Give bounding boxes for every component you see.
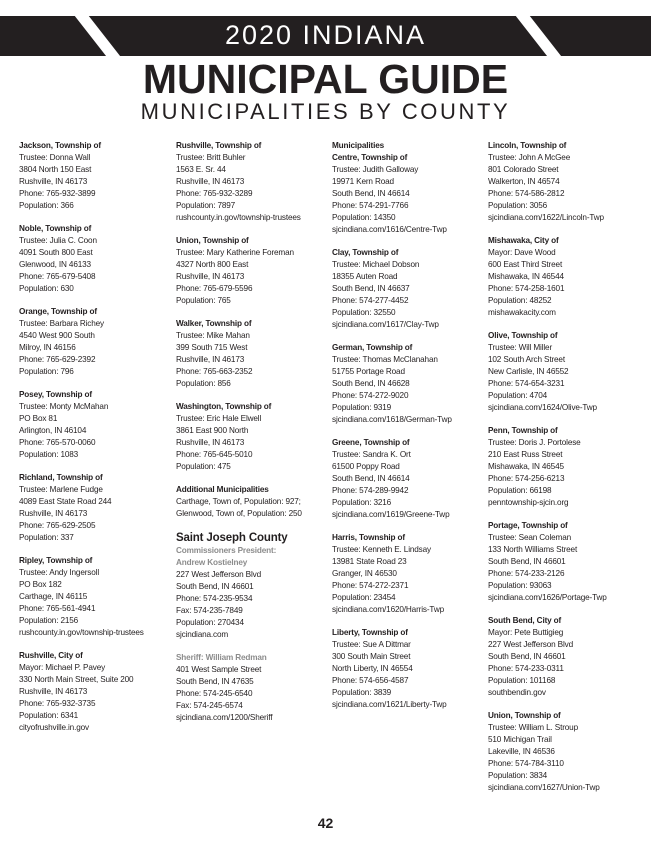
entry-line: Trustee: Doris J. Portolese — [488, 438, 581, 447]
entry-line: 4327 North 800 East — [176, 260, 249, 269]
entry-line: 4540 West 900 South — [19, 331, 95, 340]
directory-entry — [488, 710, 638, 794]
entry-line: Carthage, Town of, Population: 927; Glenwood, Town of, Population: 250 — [176, 497, 302, 518]
entry-line: Population: 475 — [176, 462, 231, 471]
entry-line: Trustee: Mike Mahan — [176, 331, 250, 340]
directory-entry — [332, 532, 482, 616]
entry-line: Population: 270434 — [176, 618, 244, 627]
directory-entry — [19, 306, 169, 378]
entry-line: PO Box 81 — [19, 414, 58, 423]
column-2 — [176, 140, 326, 735]
entry-line: 4089 East State Road 244 — [19, 497, 112, 506]
entry-line: Phone: 574-289-9942 — [332, 486, 409, 495]
entry-name: Washington, Township of — [176, 402, 272, 411]
entry-name: Mishawaka, City of — [488, 236, 559, 245]
entry-line: Milroy, IN 46156 — [19, 343, 76, 352]
directory-entry — [488, 615, 638, 699]
entry-name: Olive, Township of — [488, 331, 558, 340]
entry-line: sjcindiana.com/1627/Union-Twp — [488, 783, 600, 792]
directory-entry — [332, 437, 482, 521]
entry-line: Rushville, IN 46173 — [176, 355, 245, 364]
directory-entry — [332, 247, 482, 331]
entry-name: Clay, Township of — [332, 248, 399, 257]
entry-name: Penn, Township of — [488, 426, 558, 435]
entry-line: 19971 Kern Road — [332, 177, 394, 186]
entry-line: South Bend, IN 46601 — [488, 652, 566, 661]
category-label: Municipalities — [332, 141, 385, 150]
entry-line: Mayor: Pete Buttigieg — [488, 628, 564, 637]
entry-line: South Bend, IN 46601 — [176, 582, 254, 591]
directory-entry — [19, 555, 169, 639]
entry-line: 510 Michigan Trail — [488, 735, 552, 744]
entry-line: Mishawaka, IN 46544 — [488, 272, 564, 281]
entry-line: Rushville, IN 46173 — [176, 272, 245, 281]
entry-line: Phone: 765-570-0060 — [19, 438, 96, 447]
entry-line: Phone: 574-272-9020 — [332, 391, 409, 400]
entry-line: 401 West Sample Street — [176, 665, 262, 674]
directory-entry — [19, 472, 169, 544]
entry-line: Phone: 574-256-6213 — [488, 474, 565, 483]
entry-line: Phone: 574-235-9534 — [176, 594, 253, 603]
entry-name: Portage, Township of — [488, 521, 568, 530]
column-2-entries — [176, 140, 326, 473]
entry-line: 13981 State Road 23 — [332, 557, 407, 566]
entry-line: 227 West Jefferson Blvd — [488, 640, 573, 649]
entry-line: 801 Colorado Street — [488, 165, 559, 174]
directory-entry — [332, 152, 482, 236]
entry-line: Population: 48252 — [488, 296, 552, 305]
directory-entry — [488, 235, 638, 319]
sheriff-section — [176, 652, 326, 724]
entry-line: sjcindiana.com/1617/Clay-Twp — [332, 320, 439, 329]
entry-line: 600 East Third Street — [488, 260, 563, 269]
entry-line: 4091 South 800 East — [19, 248, 93, 257]
entry-line: 51755 Portage Road — [332, 367, 405, 376]
entry-line: Trustee: Will Miller — [488, 343, 553, 352]
entry-line: South Bend, IN 46628 — [332, 379, 410, 388]
entry-name: Walker, Township of — [176, 319, 252, 328]
entry-line: Trustee: Sue A Dittmar — [332, 640, 411, 649]
directory-entry — [176, 401, 326, 473]
entry-line: 330 North Main Street, Suite 200 — [19, 675, 134, 684]
entry-line: Rushville, IN 46173 — [19, 509, 88, 518]
entry-line: Carthage, IN 46115 — [19, 592, 88, 601]
entry-line: Phone: 574-233-0311 — [488, 664, 564, 673]
entry-line: Population: 3216 — [332, 498, 392, 507]
entry-line: Population: 101168 — [488, 676, 556, 685]
directory-entry — [176, 235, 326, 307]
entry-line: Population: 32550 — [332, 308, 396, 317]
entry-line: Population: 366 — [19, 201, 74, 210]
entry-line: Trustee: Mary Katherine Foreman — [176, 248, 294, 257]
entry-line: Trustee: Thomas McClanahan — [332, 355, 438, 364]
entry-line: Population: 856 — [176, 379, 231, 388]
entry-line: sjcindiana.com/1621/Liberty-Twp — [332, 700, 447, 709]
entry-line: South Bend, IN 46614 — [332, 189, 410, 198]
entry-line: Population: 9319 — [332, 403, 392, 412]
entry-name: Liberty, Township of — [332, 628, 408, 637]
entry-name: Union, Township of — [176, 236, 249, 245]
entry-line: Trustee: Sean Coleman — [488, 533, 572, 542]
entry-line: Rushville, IN 46173 — [19, 687, 88, 696]
entry-line: Phone: 574-586-2812 — [488, 189, 565, 198]
entry-line: Phone: 765-679-5408 — [19, 272, 96, 281]
entry-line: Rushville, IN 46173 — [176, 177, 245, 186]
entry-line: 227 West Jefferson Blvd — [176, 570, 261, 579]
entry-line: sjcindiana.com/1616/Centre-Twp — [332, 225, 447, 234]
entry-line: 18355 Auten Road — [332, 272, 398, 281]
entry-line: South Bend, IN 46637 — [332, 284, 410, 293]
entry-name: Ripley, Township of — [19, 556, 93, 565]
entry-line: 61500 Poppy Road — [332, 462, 400, 471]
entry-name: Rushville, Township of — [176, 141, 262, 150]
entry-line: 300 South Main Street — [332, 652, 411, 661]
column-3-entries — [332, 152, 482, 711]
entry-line: Population: 23454 — [332, 593, 396, 602]
entry-line: mishawakacity.com — [488, 308, 556, 317]
directory-entry — [19, 223, 169, 295]
entry-line: Trustee: Monty McMahan — [19, 402, 109, 411]
directory-entry — [332, 627, 482, 711]
entry-line: Trustee: William L. Stroup — [488, 723, 578, 732]
entry-line: Trustee: John A McGee — [488, 153, 571, 162]
entry-line: Population: 7897 — [176, 201, 236, 210]
entry-line: South Bend, IN 46614 — [332, 474, 410, 483]
entry-line: cityofrushville.in.gov — [19, 723, 89, 732]
entry-line: Mishawaka, IN 46545 — [488, 462, 564, 471]
directory-entry — [176, 140, 326, 224]
directory-entry — [488, 520, 638, 604]
entry-line: Rushville, IN 46173 — [19, 177, 88, 186]
entry-name: Orange, Township of — [19, 307, 97, 316]
entry-line: Trustee: Michael Dobson — [332, 260, 420, 269]
entry-line: Granger, IN 46530 — [332, 569, 397, 578]
entry-line: Phone: 765-679-5596 — [176, 284, 253, 293]
entry-line: Trustee: Julia C. Coon — [19, 236, 97, 245]
entry-line: Phone: 574-258-1601 — [488, 284, 565, 293]
entry-name: South Bend, City of — [488, 616, 562, 625]
entry-line: 102 South Arch Street — [488, 355, 565, 364]
entry-line: Mayor: Michael P. Pavey — [19, 663, 106, 672]
entry-line: 3804 North 150 East — [19, 165, 92, 174]
entry-line: Walkerton, IN 46574 — [488, 177, 560, 186]
entry-line: sjcindiana.com — [176, 630, 229, 639]
entry-line: 210 East Russ Street — [488, 450, 563, 459]
entry-line: Population: 630 — [19, 284, 74, 293]
county-heading: Saint Joseph County — [176, 532, 288, 544]
entry-line: Phone: 765-629-2392 — [19, 355, 96, 364]
entry-line: Trustee: Sandra K. Ort — [332, 450, 411, 459]
entry-line: Phone: 765-561-4941 — [19, 604, 96, 613]
entry-line: rushcounty.in.gov/township-trustees — [19, 628, 144, 637]
entry-line: PO Box 182 — [19, 580, 62, 589]
entry-line: penntownship-sjcin.org — [488, 498, 569, 507]
entry-line: Phone: 574-784-3110 — [488, 759, 564, 768]
page-number: 42 — [317, 815, 334, 831]
entry-line: Population: 1083 — [19, 450, 79, 459]
column-3 — [332, 140, 482, 722]
entry-line: Phone: 574-656-4587 — [332, 676, 409, 685]
entry-line: Phone: 574-272-2371 — [332, 581, 409, 590]
entry-line: Phone: 574-245-6540 — [176, 689, 253, 698]
column-4 — [488, 140, 638, 805]
entry-line: sjcindiana.com/1618/German-Twp — [332, 415, 452, 424]
entry-name: Greene, Township of — [332, 438, 410, 447]
entry-line: Phone: 765-663-2352 — [176, 367, 253, 376]
entry-line: Population: 3056 — [488, 201, 548, 210]
entry-line: Population: 796 — [19, 367, 74, 376]
entry-line: Mayor: Dave Wood — [488, 248, 556, 257]
entry-line: Population: 66198 — [488, 486, 552, 495]
entry-line: Fax: 574-235-7849 — [176, 606, 243, 615]
entry-name: Harris, Township of — [332, 533, 405, 542]
entry-line: sjcindiana.com/1200/Sheriff — [176, 713, 273, 722]
entry-name: Richland, Township of — [19, 473, 103, 482]
commissioners-details — [176, 569, 326, 641]
entry-line: Trustee: Donna Wall — [19, 153, 91, 162]
entry-line: Population: 2156 — [19, 616, 79, 625]
directory-entry — [488, 330, 638, 414]
entry-line: Glenwood, IN 46133 — [19, 260, 91, 269]
entry-name: Centre, Township of — [332, 153, 408, 162]
entry-line: Population: 3839 — [332, 688, 392, 697]
entry-line: Rushville, IN 46173 — [176, 438, 245, 447]
directory-entry — [19, 140, 169, 212]
commissioners-name: Andrew Kostielney — [176, 558, 248, 567]
header-banner — [0, 16, 651, 56]
county-section — [176, 531, 326, 641]
entry-name: German, Township of — [332, 343, 413, 352]
entry-line: New Carlisle, IN 46552 — [488, 367, 569, 376]
entry-line: Trustee: Kenneth E. Lindsay — [332, 545, 431, 554]
directory-entry — [19, 650, 169, 734]
entry-line: sjcindiana.com/1624/Olive-Twp — [488, 403, 597, 412]
entry-line: South Bend, IN 46601 — [488, 557, 566, 566]
entry-line: Arlington, IN 46104 — [19, 426, 87, 435]
page-title: MUNICIPAL GUIDE — [142, 56, 509, 102]
entry-line: Population: 14350 — [332, 213, 396, 222]
entry-name: Rushville, City of — [19, 651, 83, 660]
entry-line: Phone: 574-654-3231 — [488, 379, 565, 388]
entry-name: Posey, Township of — [19, 390, 92, 399]
entry-line: Population: 4704 — [488, 391, 548, 400]
directory-entry — [332, 342, 482, 426]
entry-line: 1563 E. Sr. 44 — [176, 165, 226, 174]
entry-line: Phone: 574-291-7766 — [332, 201, 409, 210]
entry-line: sjcindiana.com/1622/Lincoln-Twp — [488, 213, 604, 222]
directory-entry — [488, 425, 638, 509]
commissioners-label: Commissioners President: — [176, 546, 277, 555]
entry-line: Trustee: Britt Buhler — [176, 153, 246, 162]
entry-line: Phone: 765-932-3289 — [176, 189, 253, 198]
directory-entry — [19, 389, 169, 461]
page-subtitle: MUNICIPALITIES BY COUNTY — [140, 99, 511, 124]
entry-line: Trustee: Andy Ingersoll — [19, 568, 99, 577]
entry-name: Additional Municipalities — [176, 485, 269, 494]
entry-line: 3861 East 900 North — [176, 426, 249, 435]
entry-line: 133 North Williams Street — [488, 545, 578, 554]
column-1 — [19, 140, 169, 745]
directory-entry — [488, 140, 638, 224]
entry-line: 399 South 715 West — [176, 343, 248, 352]
entry-line: Population: 337 — [19, 533, 74, 542]
entry-line: sjcindiana.com/1620/Harris-Twp — [332, 605, 444, 614]
banner-title: 2020 INDIANA — [224, 20, 427, 50]
entry-line: Population: 3834 — [488, 771, 548, 780]
entry-line: Fax: 574-245-6574 — [176, 701, 243, 710]
directory-entry — [176, 318, 326, 390]
entry-line: southbendin.gov — [488, 688, 546, 697]
entry-line: Population: 93063 — [488, 581, 552, 590]
entry-name: Union, Township of — [488, 711, 561, 720]
sheriff-details — [176, 664, 326, 724]
additional-municipalities — [176, 484, 326, 520]
entry-line: Phone: 765-629-2505 — [19, 521, 96, 530]
sheriff-label: Sheriff: William Redman — [176, 653, 267, 662]
entry-name: Jackson, Township of — [19, 141, 101, 150]
entry-line: sjcindiana.com/1626/Portage-Twp — [488, 593, 607, 602]
entry-line: Phone: 765-932-3735 — [19, 699, 96, 708]
entry-line: Phone: 765-645-5010 — [176, 450, 253, 459]
entry-line: rushcounty.in.gov/township-trustees — [176, 213, 301, 222]
entry-line: Population: 765 — [176, 296, 231, 305]
entry-line: Trustee: Barbara Richey — [19, 319, 104, 328]
entry-line: Trustee: Eric Hale Elwell — [176, 414, 262, 423]
entry-line: Trustee: Marlene Fudge — [19, 485, 103, 494]
entry-line: Trustee: Judith Galloway — [332, 165, 419, 174]
entry-line: Phone: 574-277-4452 — [332, 296, 409, 305]
entry-name: Noble, Township of — [19, 224, 92, 233]
entry-line: South Bend, IN 47635 — [176, 677, 254, 686]
entry-line: Population: 6341 — [19, 711, 79, 720]
entry-line: North Liberty, IN 46554 — [332, 664, 413, 673]
entry-name: Lincoln, Township of — [488, 141, 567, 150]
entry-line: Lakeville, IN 46536 — [488, 747, 555, 756]
entry-line: Phone: 574-233-2126 — [488, 569, 565, 578]
entry-line: sjcindiana.com/1619/Greene-Twp — [332, 510, 450, 519]
entry-line: Phone: 765-932-3899 — [19, 189, 96, 198]
